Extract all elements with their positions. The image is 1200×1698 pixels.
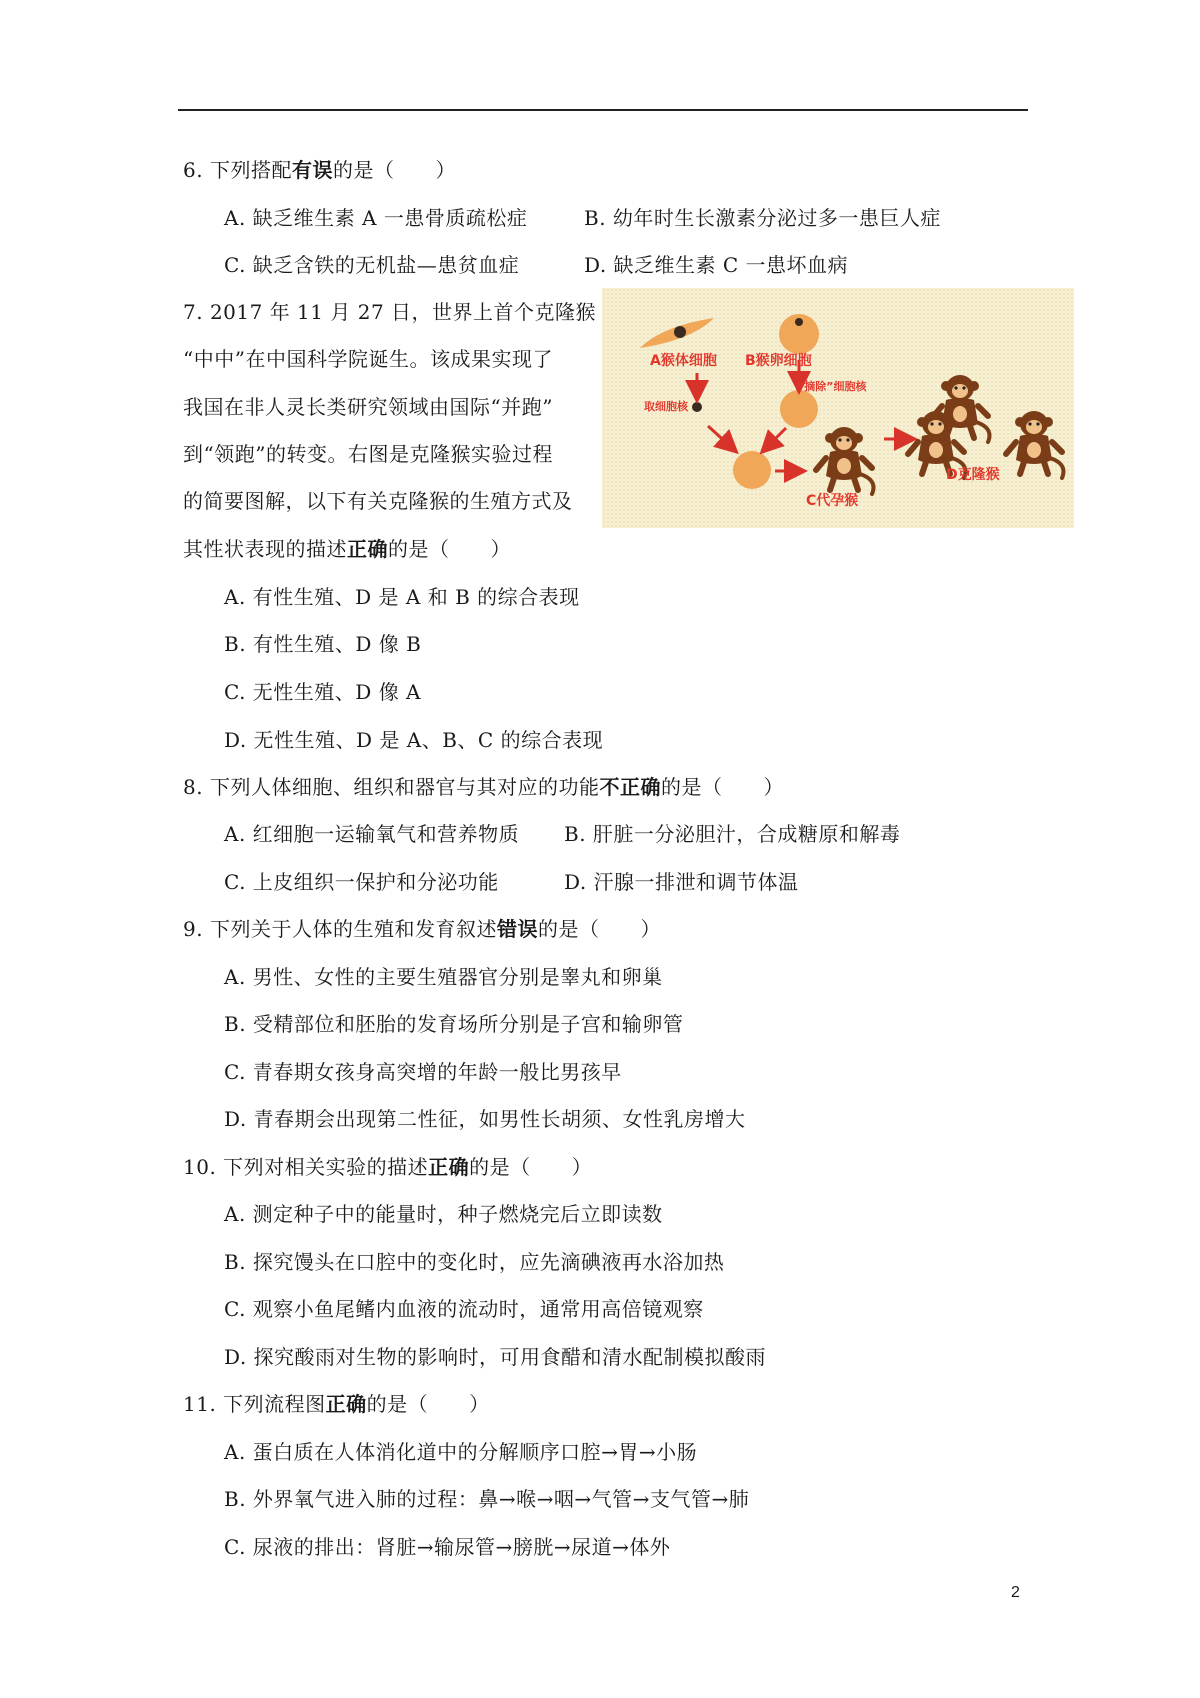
q8-option-d: D. 汗腺一排泄和调节体温 [564,870,799,894]
egg-cell-b [779,314,819,354]
header-rule [178,109,1028,111]
label-b-egg-cell: B猴卵细胞 [745,353,812,369]
q7-stem-line4: 到“领跑”的转变。右图是克隆猴实验过程 [183,442,553,466]
q10-option-c: C. 观察小鱼尾鳍内血液的流动时，通常用高倍镜观察 [224,1297,704,1321]
q9-stem: 9. 下列关于人体的生殖和发育叙述错误的是（ ） [183,917,661,941]
q6-option-a: A. 缺乏维生素 A 一患骨质疏松症 [224,206,528,230]
q7-option-b: B. 有性生殖、D 像 B [224,632,422,656]
q11-option-b: B. 外界氧气进入肺的过程：鼻→喉→咽→气管→支气管→肺 [224,1487,750,1511]
label-take-nucleus: 取细胞核 [644,400,688,413]
body-cell-a [640,318,714,348]
q7-option-a: A. 有性生殖、D 是 A 和 B 的综合表现 [224,585,580,609]
q9-option-a: A. 男性、女性的主要生殖器官分别是睾丸和卵巢 [224,965,663,989]
label-c-surrogate: C代孕猴 [806,493,859,509]
q11-stem: 11. 下列流程图正确的是（ ） [183,1392,490,1416]
q8-option-a: A. 红细胞一运输氧气和营养物质 [224,822,520,846]
cloning-diagram [602,288,1074,528]
q6-stem: 6. 下列搭配有误的是（ ） [183,158,456,182]
q6-option-c: C. 缺乏含铁的无机盐—患贫血症 [224,253,520,277]
clone-monkey-3 [1006,411,1064,478]
q7-stem-line5: 的简要图解，以下有关克隆猴的生殖方式及 [183,489,573,513]
q7-option-c: C. 无性生殖、D 像 A [224,680,421,704]
q11-option-a: A. 蛋白质在人体消化道中的分解顺序口腔→胃→小肠 [224,1440,698,1464]
q7-stem-line2: “中中”在中国科学院诞生。该成果实现了 [183,347,553,371]
q10-stem: 10. 下列对相关实验的描述正确的是（ ） [183,1155,593,1179]
q6-option-b: B. 幼年时生长激素分泌过多一患巨人症 [584,206,941,230]
q10-option-b: B. 探究馒头在口腔中的变化时，应先滴碘液再水浴加热 [224,1250,725,1274]
q8-option-c: C. 上皮组织一保护和分泌功能 [224,870,499,894]
q7-stem-line6: 其性状表现的描述正确的是（ ） [183,537,511,561]
fused-egg [733,451,771,489]
q7-option-d: D. 无性生殖、D 是 A、B、C 的综合表现 [224,728,604,752]
page-number: 2 [1011,1584,1020,1601]
q6-option-d: D. 缺乏维生素 C 一患坏血病 [584,253,849,277]
q11-option-c: C. 尿液的排出：肾脏→输尿管→膀胱→尿道→体外 [224,1535,671,1559]
surrogate-monkey-c [816,427,874,494]
label-d-clone: D克隆猴 [946,467,1000,483]
q9-option-b: B. 受精部位和胚胎的发育场所分别是子宫和输卵管 [224,1012,684,1036]
q8-stem: 8. 下列人体细胞、组织和器官与其对应的功能不正确的是（ ） [183,775,784,799]
q9-option-d: D. 青春期会出现第二性征，如男性长胡须、女性乳房增大 [224,1107,746,1131]
label-remove-nucleus: “摘除”细胞核 [797,380,867,393]
q8-option-b: B. 肝脏一分泌胆汁，合成糖原和解毒 [564,822,901,846]
label-a-body-cell: A猴体细胞 [650,353,717,369]
q7-stem-line1: 7. 2017 年 11 月 27 日，世界上首个克隆猴 [183,300,597,324]
q10-option-d: D. 探究酸雨对生物的影响时，可用食醋和清水配制模拟酸雨 [224,1345,767,1369]
q9-option-c: C. 青春期女孩身高突增的年龄一般比男孩早 [224,1060,622,1084]
q10-option-a: A. 测定种子中的能量时，种子燃烧完后立即读数 [224,1202,663,1226]
enucleated-egg [780,390,818,428]
q7-stem-line3: 我国在非人灵长类研究领域由国际“并跑” [183,395,553,419]
extracted-nucleus [692,402,702,412]
